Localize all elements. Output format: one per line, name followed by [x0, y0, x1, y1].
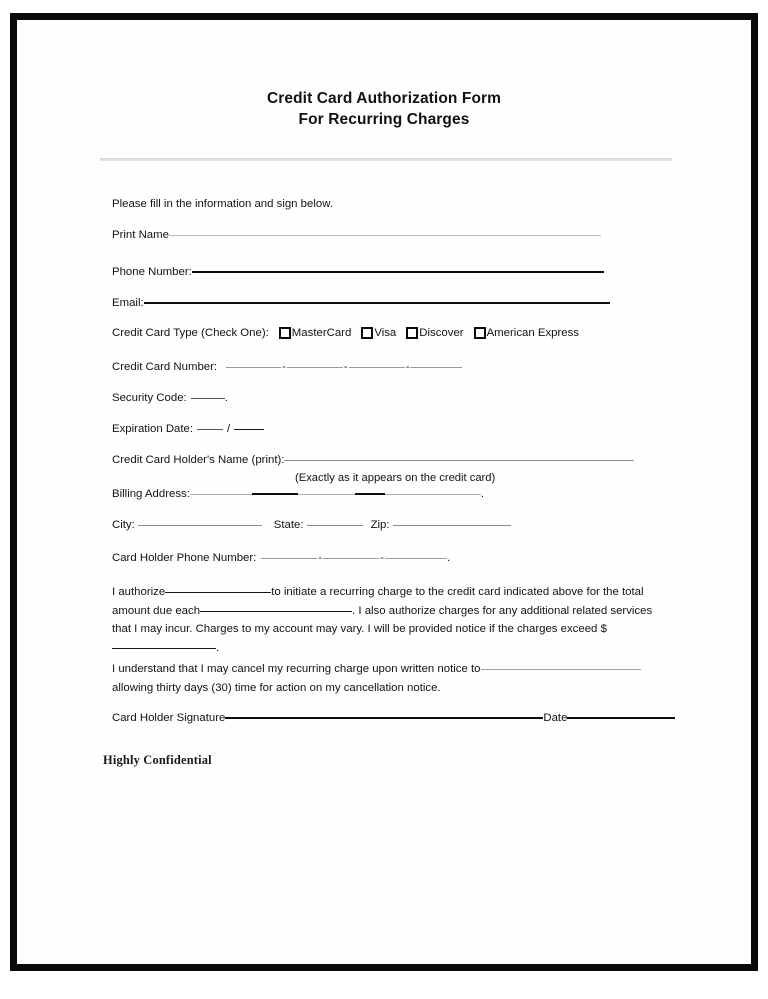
authorize-text-c: . I also authorize charges for any additional related services that I may incur. Charges to my account may vary. I will be provided notice if the charges exceed — [112, 604, 653, 635]
billing-address-input-1[interactable] — [190, 494, 252, 495]
title-line-1: Credit Card Authorization Form — [266, 90, 502, 107]
form-body — [17, 20, 751, 964]
state-label: State: — [273, 519, 304, 531]
title-line-2: For Recurring Charges — [298, 111, 470, 128]
page-sheet — [17, 20, 751, 964]
billing-address-period: . — [480, 488, 485, 500]
checkbox-mastercard-label: MasterCard — [291, 327, 352, 339]
card-type-option-amex[interactable] — [474, 327, 579, 339]
field-expiration-date[interactable] — [112, 423, 264, 435]
checkbox-mastercard-icon[interactable] — [279, 327, 291, 339]
holder-phone-separator-2: - — [380, 552, 384, 564]
field-security-code[interactable] — [112, 392, 228, 404]
zip-input[interactable] — [393, 525, 511, 526]
zip-label: Zip: — [370, 519, 390, 531]
expiration-year-input[interactable] — [234, 429, 264, 430]
cancel-notice-recipient-input[interactable] — [481, 669, 641, 670]
city-label: City: — [112, 519, 135, 531]
checkbox-amex-label: American Express — [486, 327, 579, 339]
authorization-paragraph — [112, 583, 674, 657]
field-credit-card-number[interactable] — [112, 361, 462, 373]
holder-phone-segment-3[interactable] — [385, 558, 447, 559]
credit-card-type-label: Credit Card Type (Check One): — [112, 327, 269, 339]
checkbox-amex-icon[interactable] — [474, 327, 486, 339]
security-code-period: . — [224, 392, 228, 404]
cancel-text-a: I understand that I may cancel my recurring charge upon written notice to — [112, 663, 481, 675]
card-type-option-mastercard[interactable] — [279, 327, 352, 339]
authorize-frequency-input[interactable] — [200, 611, 352, 612]
checkbox-visa-label: Visa — [374, 327, 397, 339]
expiration-separator: / — [227, 423, 231, 435]
checkbox-visa-icon[interactable] — [361, 327, 373, 339]
field-holder-phone[interactable] — [112, 552, 450, 564]
authorize-text-b: to initiate a recurring charge to the credit card indicated above for the total amount due each — [112, 586, 644, 617]
credit-card-number-label: Credit Card Number: — [112, 361, 218, 373]
cancel-text-b: allowing thirty days (30) time for action on my cancellation notice. — [112, 681, 441, 694]
checkbox-discover-icon[interactable] — [406, 327, 418, 339]
field-phone-number[interactable] — [112, 266, 604, 278]
holder-phone-separator-1: - — [318, 552, 323, 564]
signature-label: Card Holder Signature — [112, 712, 226, 724]
date-input[interactable] — [567, 717, 675, 719]
card-number-separator-2: - — [343, 361, 348, 373]
security-code-label: Security Code: — [112, 392, 187, 404]
card-type-option-discover[interactable] — [406, 327, 463, 339]
card-number-separator-3: - — [405, 361, 410, 373]
state-input[interactable] — [307, 525, 363, 526]
billing-address-input-4[interactable] — [355, 493, 385, 495]
holder-phone-period: . — [446, 552, 451, 564]
authorize-text-a: I authorize — [112, 586, 166, 598]
holder-name-caption: (Exactly as it appears on the credit card) — [295, 472, 496, 484]
email-label: Email: — [112, 297, 144, 309]
phone-number-label: Phone Number: — [112, 266, 192, 278]
confidentiality-notice: Highly Confidential — [103, 753, 212, 767]
card-number-segment-2[interactable] — [287, 367, 343, 368]
card-number-segment-3[interactable] — [349, 367, 405, 368]
authorize-company-input[interactable] — [165, 592, 271, 593]
holder-name-input[interactable] — [284, 460, 634, 461]
field-signature-date[interactable] — [112, 712, 675, 724]
card-number-separator-1: - — [282, 361, 286, 373]
field-city-state-zip[interactable] — [112, 519, 511, 531]
field-print-name[interactable] — [112, 229, 601, 241]
cancellation-paragraph — [112, 660, 674, 697]
holder-phone-segment-1[interactable] — [261, 558, 317, 559]
authorize-amount-input[interactable] — [112, 648, 216, 649]
authorize-text-e: . — [216, 641, 220, 654]
checkbox-discover-label: Discover — [419, 327, 464, 339]
field-email[interactable] — [112, 297, 610, 309]
instruction-text: Please fill in the information and sign below. — [112, 198, 333, 210]
print-name-label: Print Name — [112, 229, 169, 241]
phone-number-input[interactable] — [192, 271, 604, 273]
card-type-option-visa[interactable] — [361, 327, 396, 339]
signature-input[interactable] — [225, 717, 543, 719]
security-code-input[interactable] — [191, 398, 225, 399]
authorize-currency-symbol: $ — [600, 623, 607, 635]
billing-address-label: Billing Address: — [112, 488, 190, 500]
city-input[interactable] — [138, 525, 262, 526]
billing-address-input-3[interactable] — [298, 494, 355, 495]
field-credit-card-type — [112, 327, 579, 339]
billing-address-input-2[interactable] — [252, 493, 298, 495]
date-label: Date — [543, 712, 568, 724]
print-name-input[interactable] — [169, 235, 601, 236]
card-number-segment-1[interactable] — [226, 367, 281, 368]
field-holder-name[interactable] — [112, 454, 634, 466]
card-number-segment-4[interactable] — [410, 367, 462, 368]
field-billing-address[interactable] — [112, 488, 484, 500]
expiration-month-input[interactable] — [197, 429, 223, 430]
holder-name-label: Credit Card Holder's Name (print): — [112, 454, 285, 466]
holder-phone-segment-2[interactable] — [323, 558, 379, 559]
expiration-date-label: Expiration Date: — [112, 423, 194, 435]
holder-phone-label: Card Holder Phone Number: — [112, 552, 257, 564]
billing-address-input-5[interactable] — [385, 494, 481, 495]
page-frame — [10, 13, 758, 971]
email-input[interactable] — [144, 302, 610, 304]
